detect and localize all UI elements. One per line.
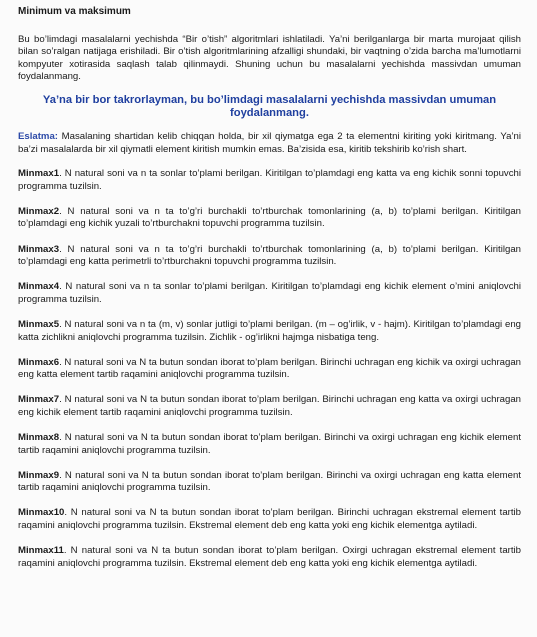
problem-id: Minmax1: [18, 168, 60, 180]
note-label: Eslatma:: [18, 130, 58, 142]
problem-id: Minmax4: [18, 281, 60, 293]
problem-item: [18, 507, 521, 532]
problem-id: Minmax3: [18, 243, 60, 255]
problem-id: Minmax7: [18, 394, 60, 406]
highlighted-callout: Ya’na bir bor takrorlayman, bu bo’limdagi masalalarni yechishda massivdan umuman foydalanmang.: [42, 93, 497, 120]
problem-id: Minmax11: [18, 545, 64, 557]
problem-id: Minmax5: [18, 318, 60, 330]
problem-text: . N natural soni va N ta butun sondan iborat to’plam berilgan. Oxirgi uchragan ekstremal element tartib raqamini aniqlovchi programma tuzilsin. Ekstremal element deb eng katta yoki eng kichik elementga aytiladi.: [18, 545, 521, 569]
problem-item: [18, 281, 521, 306]
note-text: Masalaning shartidan kelib chiqqan holda, bir xil qiymatga ega 2 ta elementni kiriting yoki kiritmang. Ya’ni ba’zi masalalarda bir xil qiymatli element kiritish mumkin emas. Ba’zisida esa, kiritib tekshirib ko’rish shart.: [18, 130, 521, 155]
problem-item: [18, 470, 521, 495]
problem-item: [18, 168, 521, 193]
problem-text: . N natural soni va N ta butun sondan iborat to’plam berilgan. Birinchi va oxirgi uchragan eng kichik element tartib raqamini aniqlovchi programma tuzilsin.: [18, 431, 521, 456]
intro-paragraph: Bu bo’limdagi masalalarni yechishda “Bir o’tish” algoritmlari ishlatiladi. Ya’ni berilganlarga bir marta murojaat qilish bilan so’ralgan natijaga erishiladi. Bir o’tish algoritmlarining afzalligi shundaki, bir vaqtning o’zida barcha ma’lumotlarni kompyuter xotirasida saqlash talab qilinmaydi. Shuning uchun bu masalalarni yechishda massivdan umuman foydalanmang.: [18, 33, 521, 83]
problem-text: . N natural soni va N ta butun sondan iborat to’plam berilgan. Birinchi uchragan eng katta va oxirgi uchragan eng kichik element tartib raqamini aniqlovchi programma tuzilsin.: [18, 394, 521, 418]
problem-id: Minmax8: [18, 431, 60, 443]
problem-id: Minmax6: [18, 356, 60, 368]
problem-text: . N natural soni va N ta butun sondan iborat to’plam berilgan. Birinchi va oxirgi uchragan eng katta element tartib raqamini aniqlovchi programma tuzilsin.: [18, 469, 521, 494]
problem-item: [18, 432, 521, 457]
problem-text: . N natural soni va n ta sonlar to’plami berilgan. Kiritilgan to’plamdagi eng kichik element o’mini aniqlovchi programma tuzilsin.: [18, 281, 521, 305]
problem-text: . N natural soni va N ta butun sondan iborat to’plam berilgan. Birinchi uchragan eng kichik va oxirgi uchragan eng katta element tartib raqamini aniqlovchi programma tuzilsin.: [18, 356, 521, 381]
note-paragraph: [18, 131, 521, 156]
problem-id: Minmax2: [18, 205, 60, 217]
problem-item: [18, 357, 521, 382]
problem-text: . N natural soni va n ta to’g’ri burchakli to’rtburchak tomonlarining (a, b) to’plami berilgan. Kiritilgan to’plamdagi eng kichik yuzali to’rtburchakni topuvchi programma tuzilsin.: [18, 205, 521, 230]
problem-id: Minmax9: [18, 469, 60, 481]
problem-item: [18, 545, 521, 570]
problem-text: . N natural soni va n ta (m, v) sonlar jutligi to’plami berilgan. (m – og’irlik, v - hajm). Kiritilgan to’plamdagi eng katta zichlikni aniqlovchi programma tuzilsin. Zichlik - og’irlikni hajmga nisbatiga teng.: [18, 318, 521, 343]
problem-text: . N natural soni va n ta to’g’ri burchakli to’rtburchak tomonlarining (a, b) to’plami berilgan. Kiritilgan to’plamdagi eng katta perimetrli to’rtburchakni topuvchi programma tuzilsin.: [18, 243, 521, 268]
problem-text: . N natural soni va n ta sonlar to’plami berilgan. Kiritilgan to’plamdagi eng katta va eng kichik sonni topuvchi programma tuzilsin.: [18, 168, 521, 192]
problem-text: . N natural soni va N ta butun sondan iborat to’plam berilgan. Birinchi uchragan ekstremal element tartib raqamini aniqlovchi programma tuzilsin. Ekstremal element deb eng katta yoki eng kichik elementga aytiladi.: [18, 507, 521, 531]
section-heading: Minimum va maksimum: [18, 6, 131, 17]
problem-item: [18, 244, 521, 269]
problem-item: [18, 394, 521, 419]
problem-item: [18, 206, 521, 231]
problem-id: Minmax10: [18, 507, 65, 519]
problem-item: [18, 319, 521, 344]
